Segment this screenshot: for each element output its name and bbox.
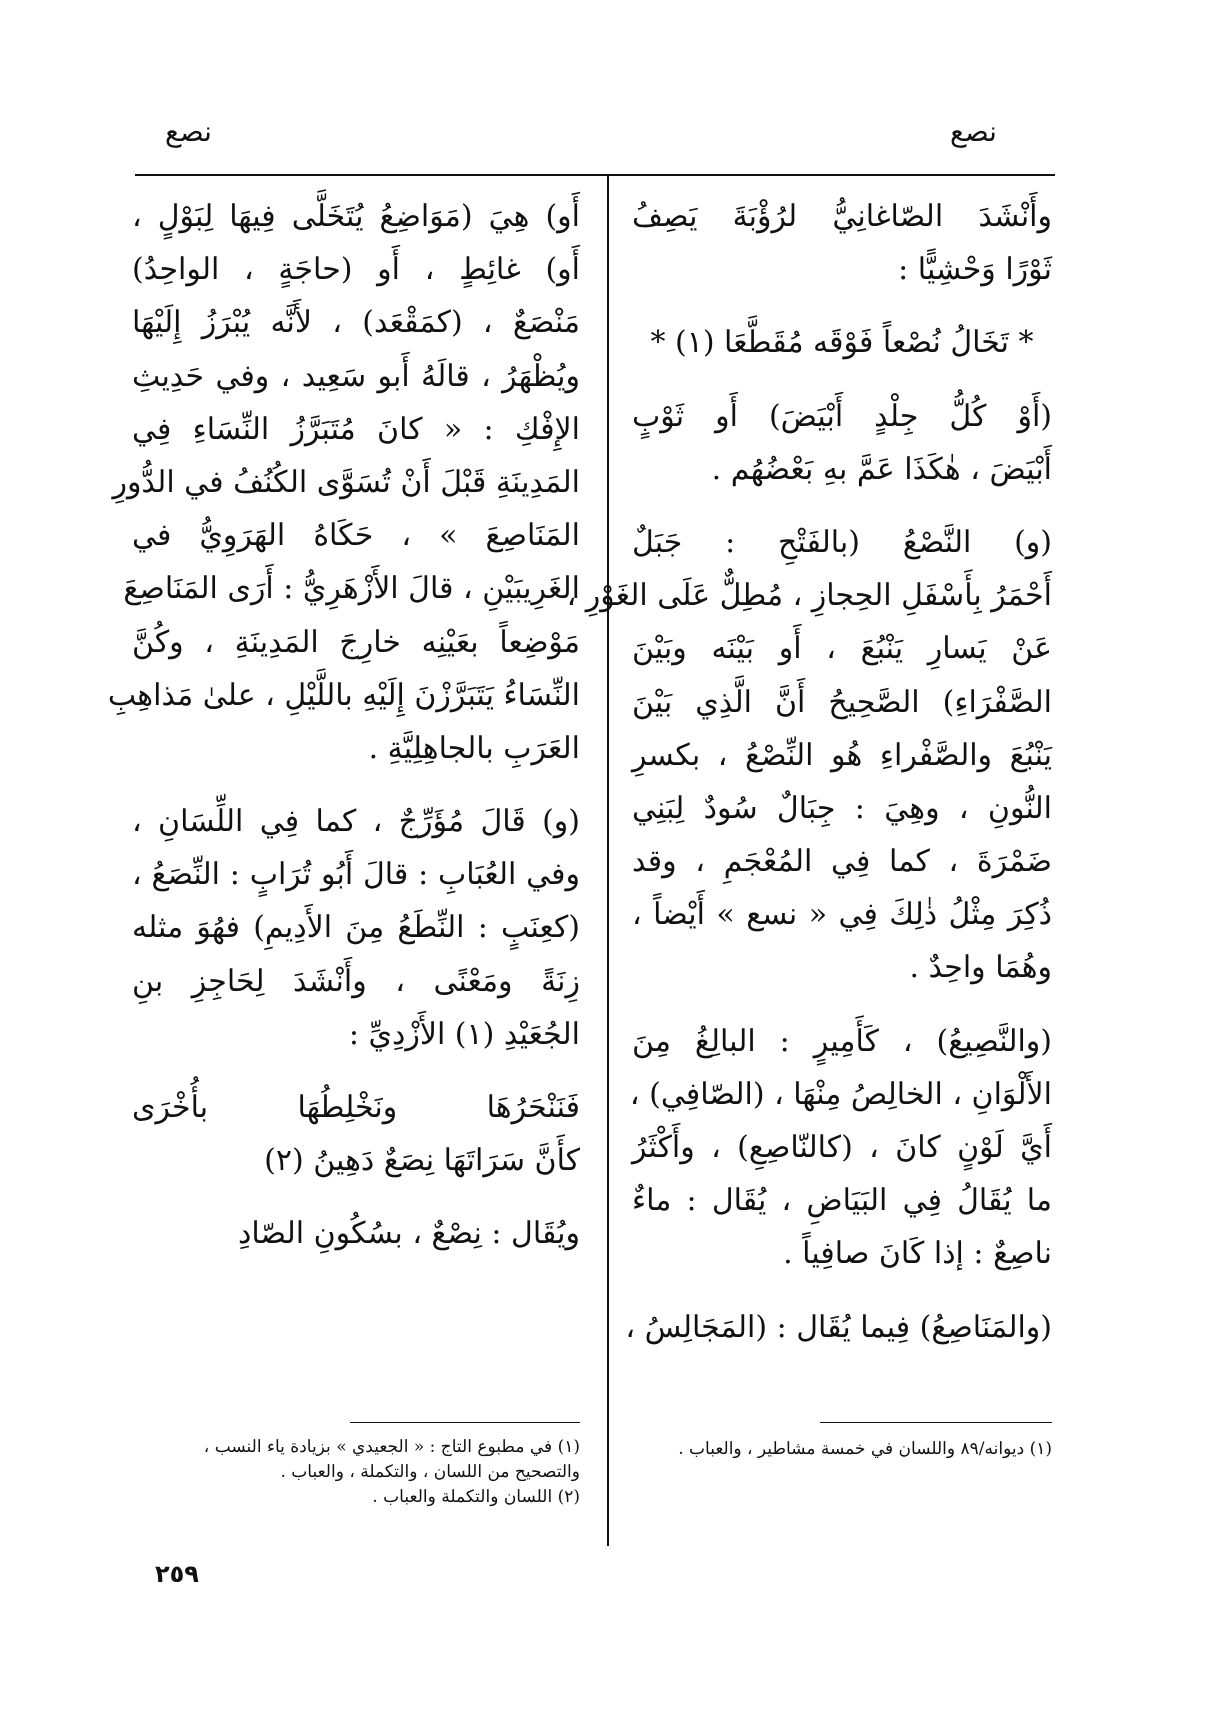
footnotes-left [132, 1435, 580, 1510]
footnotes-right [632, 1437, 1052, 1462]
left-text-line: فَنَنْحَرُهَا ونَخْلِطُهَا بأُخْرَى [132, 1090, 580, 1125]
right-text-line: (و) النَّصْعُ (بالفَتْحِ : جَبَلٌ [632, 524, 1052, 560]
left-text-line: ويُقَال : نِصْعٌ ، بسُكُونِ الصّادِ [238, 1216, 580, 1252]
right-text-line: (والمَنَاصِعُ) فِيما يُقَال : (المَجَالِسُ ، [625, 1309, 1052, 1345]
left-text-line: (و) قَالَ مُؤَرِّجٌ ، كما فِي اللِّسَانِ ، [132, 804, 580, 840]
left-text-line: زِنَةً ومَعْنًى ، وأَنْشَدَ لِحَاجِزِ بنِ [132, 963, 580, 999]
right-text-line: ناصِعٌ : إذا كَانَ صافِياً . [783, 1236, 1052, 1272]
left-text-line: العَرَبِ بالجاهِلِيَّةِ . [368, 730, 580, 766]
column-divider [607, 176, 609, 1546]
footnote-line: (١) في مطبوع التاج : « الجعيدي » بزيادة ياء النسب ، [203, 1437, 580, 1457]
left-text-line: مَوْضِعاً بعَيْنِه خارِجَ المَدِينَةِ ، وكُنَّ [132, 624, 580, 660]
paragraph-gap [132, 775, 580, 795]
right-text-line: (والنَّصِيعُ) ، كَأَمِيرٍ : البالِغُ مِنَ [632, 1023, 1052, 1059]
right-text-line: (أَوْ كُلُّ جِلْدٍ أَبْيَضَ) أَو ثَوْبٍ [632, 398, 1052, 434]
right-text-line: النُّونِ ، وهِيَ : جِبَالٌ سُودٌ لِبَنِي [632, 790, 1052, 826]
left-text-line: المَنَاصِعَ » ، حَكَاهُ الهَرَوِيُّ في [132, 518, 580, 554]
left-text-line: أَو) غائِطٍ ، أَو (حاجَةٍ ، الواحِدُ) [132, 252, 580, 288]
left-column [107, 190, 580, 1261]
left-text-line: ويُظْهَرُ ، قالَهُ أَبو سَعِيد ، وفي حَدِيثِ [132, 358, 580, 394]
right-text-line: الأَلْوَانِ ، الخالِصُ مِنْهَا ، (الصّافِي) ، [629, 1076, 1052, 1112]
right-text-line: عَنْ يَسارِ يَنْبُعَ ، أَو بَيْنَه وبَيْنَ [632, 631, 1052, 667]
right-text-line: أَيَّ لَوْنٍ كانَ ، (كالنّاصِعِ) ، وأَكْثَرُ [632, 1130, 1052, 1165]
paragraph-gap [632, 995, 1052, 1015]
paragraph-gap [632, 496, 1052, 516]
paragraph-gap [632, 1281, 1052, 1301]
footnote-line: (٢) اللسان والتكملة والعباب . [372, 1487, 580, 1507]
footnote-line: والتصحيح من اللسان ، والتكملة ، والعباب . [280, 1462, 580, 1482]
paragraph-gap [632, 296, 1052, 316]
paragraph-gap [132, 1061, 580, 1081]
right-text-line: يَنْبُعَ والصَّفْراءِ هُو النِّصْعُ ، بكسرِ [632, 737, 1052, 773]
left-text-line: النِّسَاءُ يَتَبَرَّزْنَ إِلَيْهِ باللَّيْلِ ، علىٰ مَذاهِبِ [107, 677, 580, 713]
right-text-line: الصَّفْرَاءِ) الصَّحِيحُ أَنَّ الَّذِي بَيْنَ [632, 684, 1052, 720]
left-text-line: الجُعَيْدِ (١) الأَزْدِيِّ : [348, 1016, 580, 1052]
header-rule [135, 174, 1055, 176]
paragraph-gap [632, 370, 1052, 390]
right-text-line: * تَخَالُ نُصْعاً فَوْقَه مُقَطَّعَا (١) * [650, 325, 1034, 361]
left-text-line: أَو) هِيَ (مَوَاضِعُ يُتَخَلَّى فِيهَا لِبَوْلٍ ، [132, 199, 580, 234]
left-text-line: مَنْصَعٌ ، (كمَقْعَد) ، لأَنَّه يُبْرَزُ إِلَيْهَا [132, 305, 580, 341]
right-text-line: وهُمَا واحِدٌ . [909, 950, 1052, 986]
left-text-line: المَدِينَةِ قَبْلَ أَنْ تُسَوَّى الكُنُفُ في الدُّورِ [112, 464, 580, 500]
left-text-line: وفي العُبَابِ : قالَ أَبُو تُرَابٍ : النِّصَعُ ، [132, 857, 580, 893]
left-text-line: كأَنَّ سَرَاتَهَا نِصَعٌ دَهِينُ (٢) [264, 1143, 580, 1179]
footnote-line: (١) ديوانه/٨٩ واللسان في خمسة مشاطير ، والعباب . [678, 1439, 1052, 1459]
page-number: ٢٥٩ [155, 1560, 199, 1588]
right-column [566, 190, 1052, 1354]
paragraph-gap [132, 1187, 580, 1207]
header-root-word-left: نصع [165, 115, 212, 148]
right-text-line: ذُكِرَ مِثْلُ ذٰلِكَ فِي « نسع » أَيْضاً ، [632, 897, 1052, 933]
right-text-line: أَحْمَرُ بِأَسْفَلِ الحِجازِ ، مُطِلٌّ عَلَى الغَوْرِ ، [566, 578, 1052, 614]
right-text-line: أَبْيَضَ ، هٰكَذَا عَمَّ بهِ بَعْضُهُم . [711, 451, 1052, 487]
left-text-line: (كعِنَبٍ : النِّطَعُ مِنَ الأَدِيمِ) فهُوَ مثله [132, 910, 580, 946]
left-text-line: الغَرِيبَيْنِ ، قالَ الأَزْهَرِيُّ : أَرَى المَنَاصِعَ [123, 571, 580, 607]
right-text-line: ضَمْرَةَ ، كما فِي المُعْجَمِ ، وقد [632, 844, 1052, 880]
right-text-line: ثَوْرًا وَحْشِيًّا : [898, 252, 1052, 288]
header-root-word-right: نصع [950, 115, 997, 148]
footnote-rule-right [820, 1422, 1052, 1423]
right-text-line: ما يُقَالُ فِي البَيَاضِ ، يُقَال : ماءٌ [632, 1183, 1052, 1219]
right-text-line: وأَنْشَدَ الصّاغانِيُّ لرُؤْبَةَ يَصِفُ [632, 199, 1052, 234]
footnote-rule-left [350, 1422, 580, 1423]
left-text-line: الإِفْكِ : « كانَ مُتَبَرَّزُ النِّسَاءِ فِي [132, 411, 580, 447]
